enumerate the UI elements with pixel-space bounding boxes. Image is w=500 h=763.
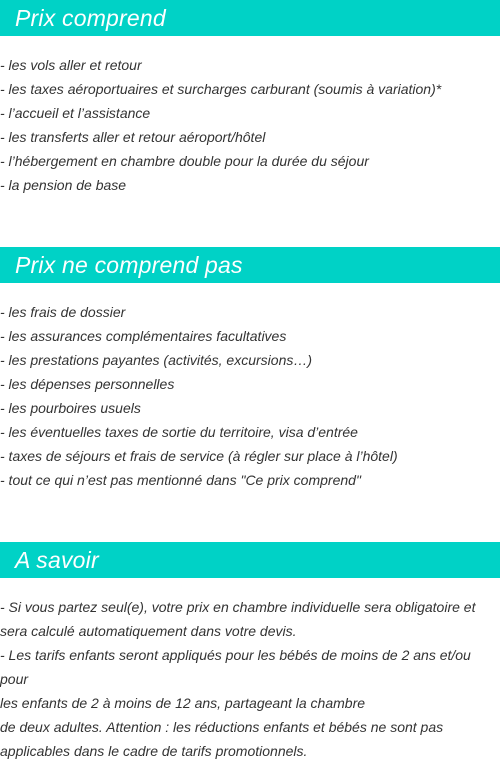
list-item: - la pension de base <box>0 177 127 193</box>
section-header-a-savoir <box>0 542 500 578</box>
list-item: - les éventuelles taxes de sortie du territoire, visa d’entrée <box>0 424 358 440</box>
list-item: - les transferts aller et retour aéroport/hôtel <box>0 129 266 145</box>
excluded-list <box>0 300 398 492</box>
section-title: A savoir <box>15 547 99 573</box>
list-item: - les dépenses personnelles <box>0 376 175 392</box>
list-item: - taxes de séjours et frais de service (à régler sur place à l’hôtel) <box>0 448 398 464</box>
section-title: Prix ne comprend pas <box>15 252 243 278</box>
info-line: - Les tarifs enfants seront appliqués pour les bébés de moins de 2 ans et/ou pour <box>0 647 471 687</box>
list-item: - les taxes aéroportuaires et surcharges carburant (soumis à variation)* <box>0 81 442 97</box>
list-item: - tout ce qui n’est pas mentionné dans "Ce prix comprend" <box>0 472 361 488</box>
list-item: - l’accueil et l’assistance <box>0 105 151 121</box>
list-item: - les assurances complémentaires facultatives <box>0 328 287 344</box>
info-line: sera calculé automatiquement dans votre devis. <box>0 623 297 639</box>
section-title: Prix comprend <box>15 5 166 31</box>
info-line: de deux adultes. Attention : les réductions enfants et bébés ne sont pas <box>0 719 444 735</box>
list-item: - les pourboires usuels <box>0 400 141 416</box>
included-list <box>0 53 441 197</box>
info-line: applicables dans le cadre de tarifs promotionnels. <box>0 743 308 759</box>
list-item: - les prestations payantes (activités, excursions…) <box>0 352 313 368</box>
info-paragraph <box>0 595 500 763</box>
section-header-prix-ne-comprend-pas <box>0 247 500 283</box>
list-item: - l’hébergement en chambre double pour la durée du séjour <box>0 153 369 169</box>
list-item: - les vols aller et retour <box>0 57 142 73</box>
info-line: les enfants de 2 à moins de 12 ans, partageant la chambre <box>0 695 366 711</box>
list-item: - les frais de dossier <box>0 304 126 320</box>
info-line: - Si vous partez seul(e), votre prix en chambre individuelle sera obligatoire et <box>0 599 476 615</box>
section-header-prix-comprend <box>0 0 500 36</box>
